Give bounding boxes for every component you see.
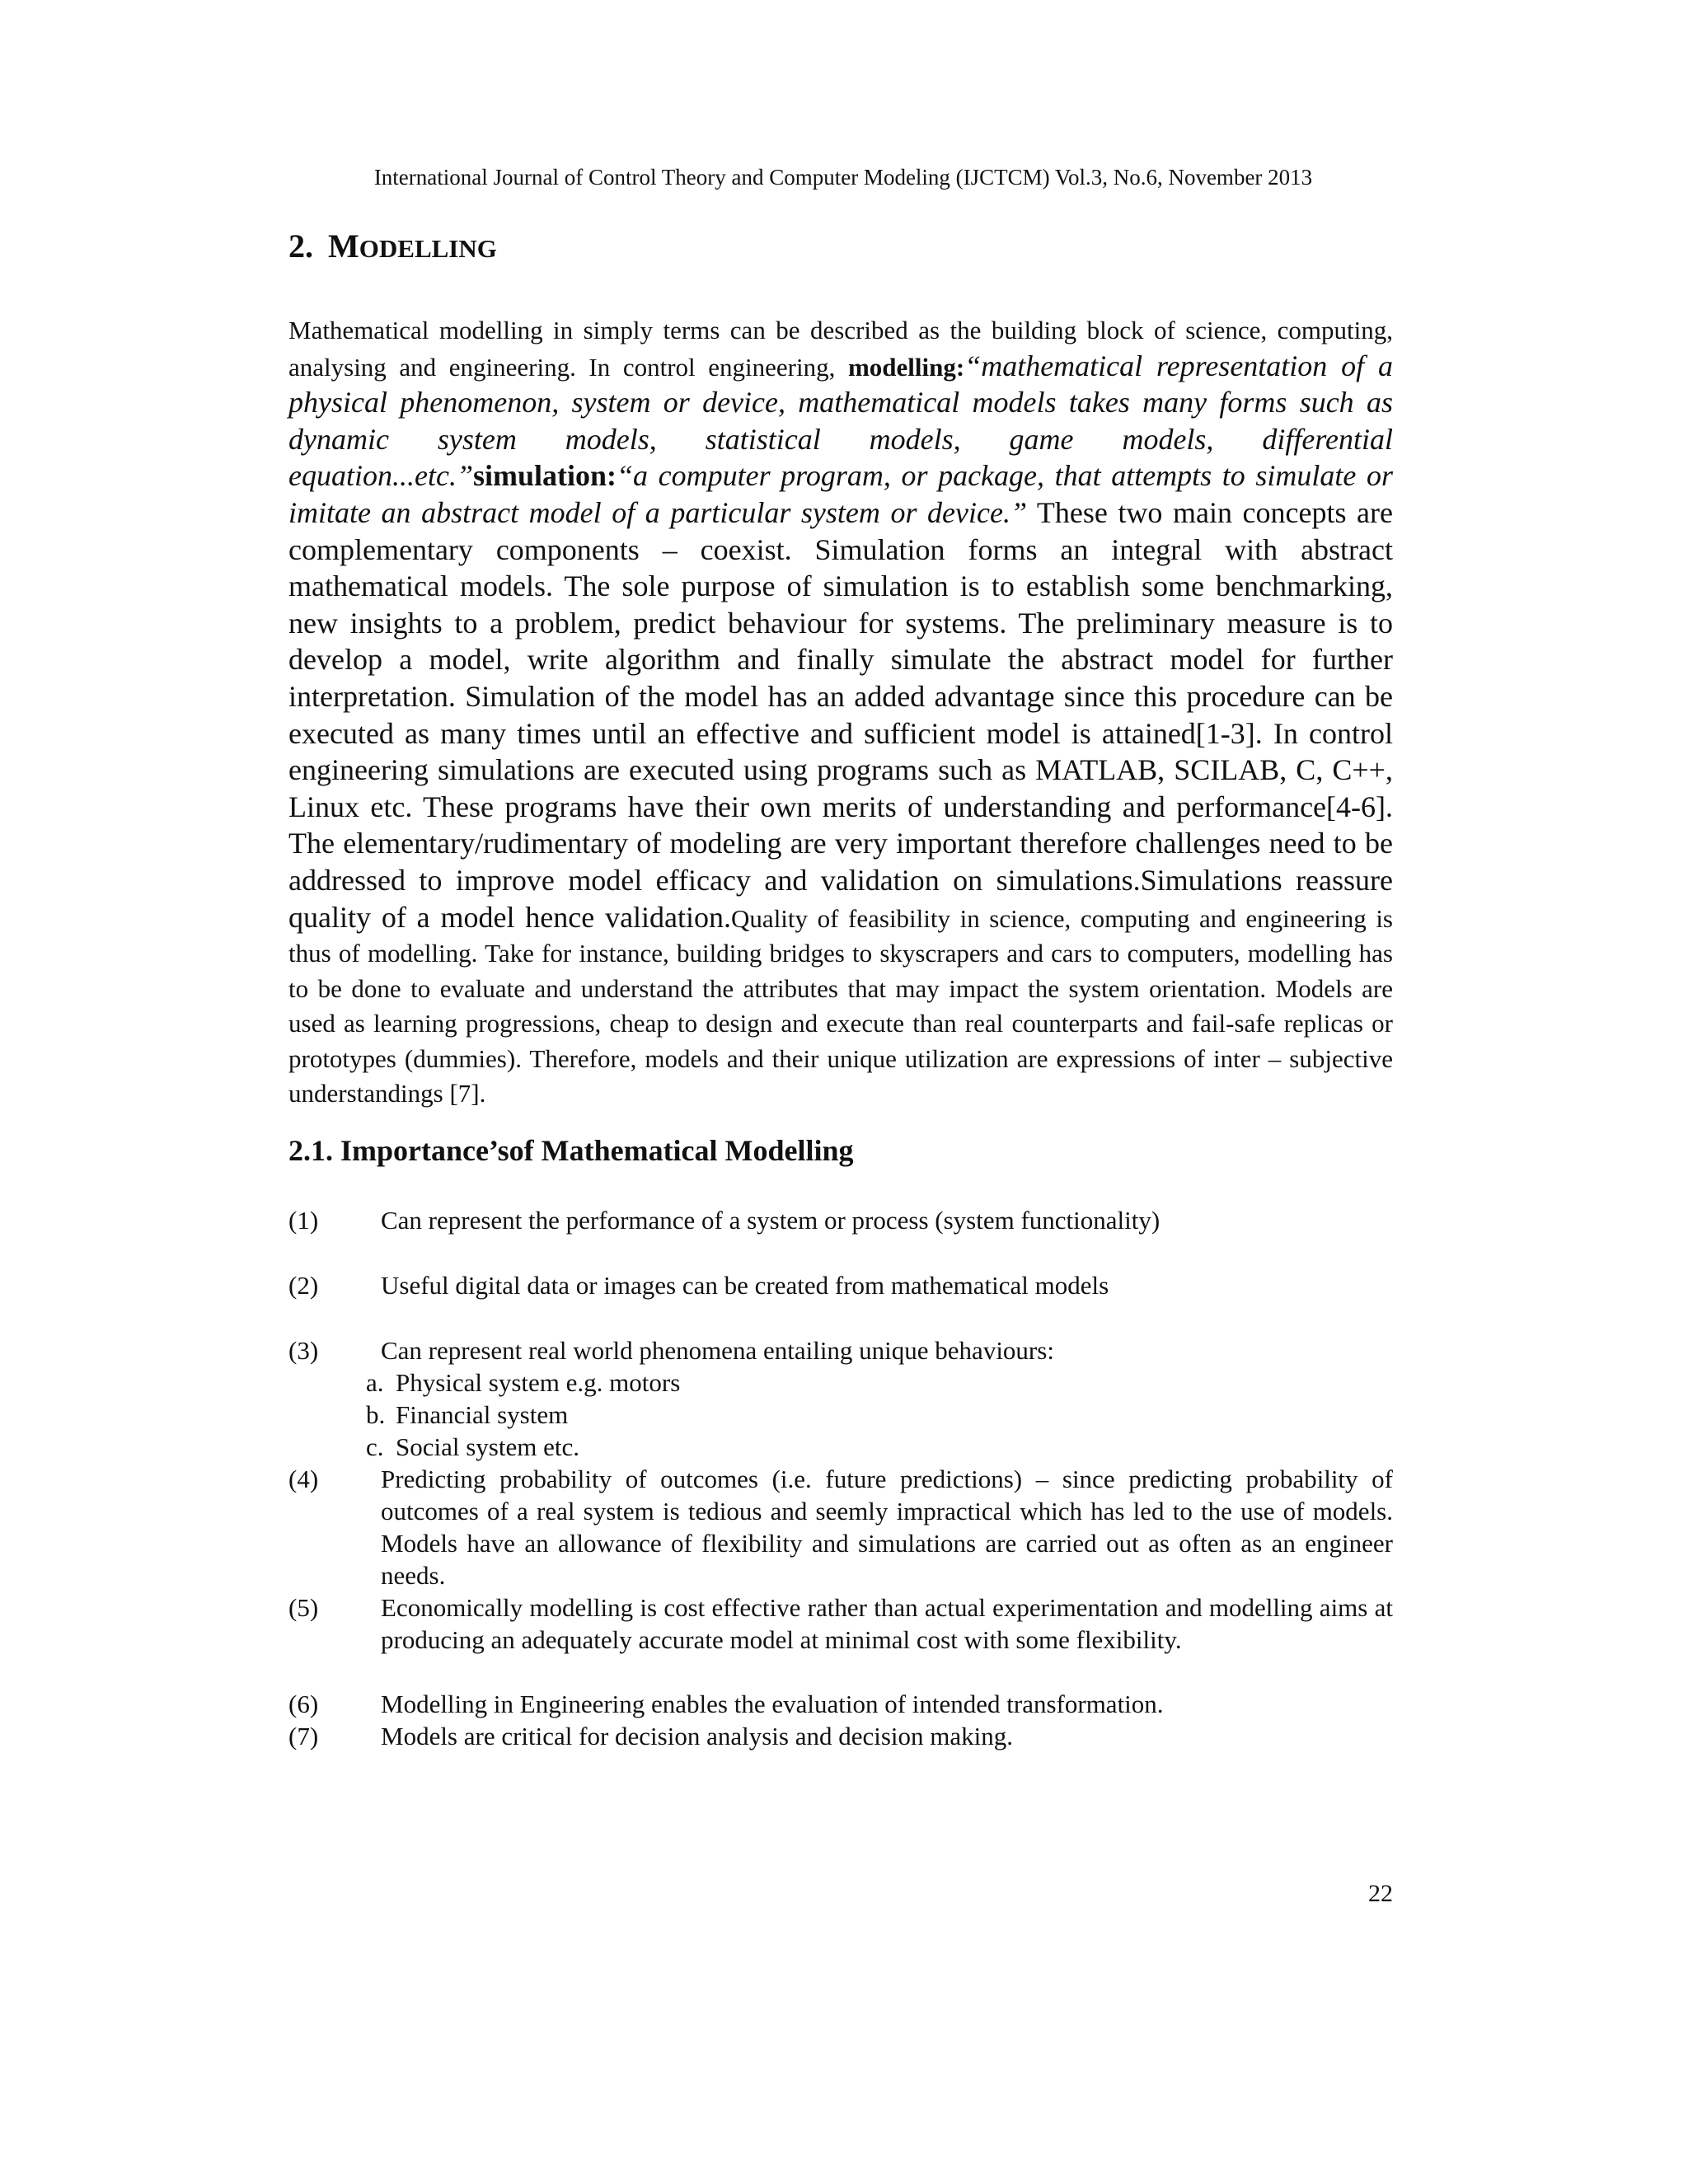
- running-header: International Journal of Control Theory and Computer Modeling (IJCTCM) Vol.3, No.6, November 2013: [373, 165, 1313, 190]
- list-item: [288, 1334, 1393, 1463]
- sublist-marker: b.: [366, 1400, 386, 1429]
- list-item-text: Economically modelling is cost effective rather than actual experimentation and modelling aims at producing an adequately accurate model at minimal cost with some flexibility.: [381, 1593, 1393, 1654]
- section-title-initial: M: [328, 227, 359, 265]
- sublist-marker: c.: [366, 1432, 384, 1461]
- modelling-definition: “mathematical representation of a physical phenomenon, system or device, mathematical models takes many forms such as dynamic system models, statistical models, game models, differential equation...etc.”: [288, 349, 1393, 493]
- list-item-text: Modelling in Engineering enables the evaluation of intended transformation.: [381, 1690, 1164, 1718]
- sublist-item: [288, 1431, 1393, 1463]
- sublist-text: Physical system e.g. motors: [396, 1368, 681, 1397]
- list-item-text: Can represent the performance of a system or process (system functionality): [381, 1206, 1160, 1235]
- list-marker: (4): [288, 1465, 319, 1493]
- section-number: 2.: [288, 227, 313, 265]
- list-marker: (5): [288, 1593, 319, 1622]
- list-item: [288, 1463, 1393, 1591]
- list-marker: (1): [288, 1206, 319, 1235]
- list-item: [288, 1204, 1393, 1236]
- list-item-text: Can represent real world phenomena entailing unique behaviours:: [381, 1336, 1054, 1365]
- section-title: [288, 226, 497, 269]
- sublist-item: [288, 1366, 1393, 1399]
- section-title-rest: ODELLING: [359, 234, 497, 263]
- list-item: [288, 1591, 1393, 1656]
- list-item-text: Models are critical for decision analysis and decision making.: [381, 1722, 1014, 1750]
- list-marker: (6): [288, 1690, 319, 1718]
- simulation-definition: “a computer program, or package, that attempts to simulate or imitate an abstract model of a particular system or device.”: [288, 459, 1393, 529]
- sublist-text: Social system etc.: [396, 1432, 579, 1461]
- sublist-item: [288, 1399, 1393, 1431]
- subsection-title: 2.1. Importance’sof Mathematical Modelling: [288, 1134, 854, 1167]
- sublist: [288, 1366, 1393, 1463]
- quality-text: Quality of feasibility in science, computing and engineering is thus of modelling. Take for instance, building bridges to skyscrapers and cars to computers, modelling has to be done to evaluate and understand the attributes that may impact the system orientation. Models are used as learning progressions, cheap to design and execute than real counterparts and fail-safe replicas or prototypes (dummies). Therefore, models and their unique utilization are expressions of inter – subjective understandings [7].: [288, 903, 1393, 1108]
- body-paragraph: [288, 313, 1393, 1112]
- concepts-text: These two main concepts are complementary components – coexist. Simulation forms an integral with abstract mathematical models. The sole purpose of simulation is to establish some benchmarking, new insights to a problem, predict behaviour for systems. The preliminary measure is to develop a model, write algorithm and finally simulate the abstract model for further interpretation. Simulation of the model has an added advantage since this procedure can be executed as many times until an effective and sufficient model is attained[1-3]. In control engineering simulations are executed using programs such as MATLAB, SCILAB, C, C++, Linux etc. These programs have their own merits of understanding and performance[4-6]. The elementary/rudimentary of modeling are very important therefore challenges need to be addressed to improve model efficacy and validation on simulations.Simulations reassure quality of a model hence validation.: [288, 495, 1393, 934]
- list-item: [288, 1688, 1393, 1720]
- sublist-marker: a.: [366, 1368, 384, 1397]
- list-item: [288, 1720, 1393, 1752]
- list-item-text: Predicting probability of outcomes (i.e. future predictions) – since predicting probability of outcomes of a real system is tedious and seemly impractical which has led to the use of models. Models have an allowance of flexibility and simulations are carried out as often as an engineer needs.: [381, 1465, 1393, 1590]
- list-marker: (2): [288, 1271, 319, 1300]
- list-marker: (7): [288, 1722, 319, 1750]
- sublist-text: Financial system: [396, 1400, 569, 1429]
- page-number: 22: [1368, 1880, 1393, 1907]
- list-marker: (3): [288, 1336, 319, 1365]
- modelling-term: modelling:: [847, 352, 965, 382]
- list-item-text: Useful digital data or images can be created from mathematical models: [381, 1271, 1109, 1300]
- simulation-term: simulation:: [472, 459, 617, 493]
- list-item: [288, 1269, 1393, 1301]
- intro-text: Mathematical modelling in simply terms can be described as the building block of science, computing, analysing and engineering. In control engineering,: [288, 316, 1393, 382]
